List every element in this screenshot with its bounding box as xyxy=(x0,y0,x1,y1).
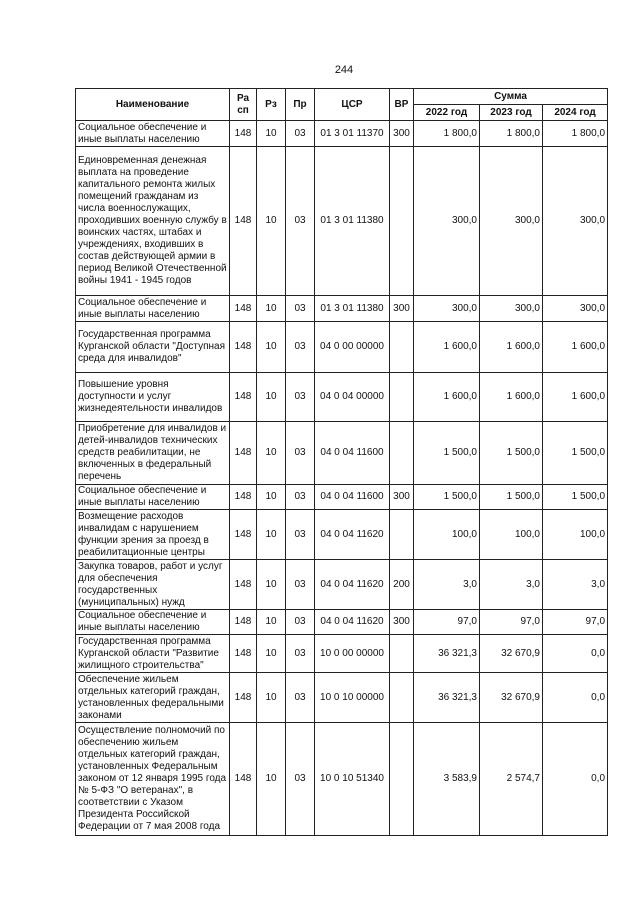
row-csr: 04 0 04 11620 xyxy=(315,610,390,635)
row-amount-2024: 97,0 xyxy=(543,610,608,635)
row-pr: 03 xyxy=(286,422,315,485)
row-pr: 03 xyxy=(286,296,315,322)
row-rasp: 148 xyxy=(230,322,257,373)
row-name: Повышение уровня доступности и услуг жизнедеятельности инвалидов xyxy=(76,373,230,422)
row-name: Приобретение для инвалидов и детей-инвалидов технических средств реабилитации, не включенных в федеральный перечень xyxy=(76,422,230,485)
row-pr: 03 xyxy=(286,610,315,635)
row-amount-2024: 0,0 xyxy=(543,723,608,836)
header-year-2022: 2022 год xyxy=(414,105,480,121)
row-pr: 03 xyxy=(286,673,315,723)
row-name: Социальное обеспечение и иные выплаты населению xyxy=(76,610,230,635)
row-csr: 04 0 04 11600 xyxy=(315,485,390,510)
row-pr: 03 xyxy=(286,485,315,510)
row-pr: 03 xyxy=(286,510,315,560)
row-rz: 10 xyxy=(257,121,286,147)
row-rasp: 148 xyxy=(230,485,257,510)
row-amount-2024: 0,0 xyxy=(543,635,608,673)
table-row xyxy=(76,422,608,485)
row-rasp: 148 xyxy=(230,510,257,560)
row-name: Социальное обеспечение и иные выплаты населению xyxy=(76,485,230,510)
row-vr: 300 xyxy=(390,610,414,635)
row-vr: 300 xyxy=(390,121,414,147)
table-row xyxy=(76,373,608,422)
row-rz: 10 xyxy=(257,635,286,673)
header-rz: Рз xyxy=(257,89,286,121)
table-row xyxy=(76,510,608,560)
row-amount-2024: 1 600,0 xyxy=(543,373,608,422)
row-amount-2022: 36 321,3 xyxy=(414,673,480,723)
row-pr: 03 xyxy=(286,121,315,147)
row-amount-2022: 100,0 xyxy=(414,510,480,560)
row-amount-2022: 3 583,9 xyxy=(414,723,480,836)
row-rasp: 148 xyxy=(230,147,257,296)
row-name: Государственная программа Курганской области "Доступная среда для инвалидов" xyxy=(76,322,230,373)
row-amount-2022: 36 321,3 xyxy=(414,635,480,673)
row-pr: 03 xyxy=(286,373,315,422)
row-rz: 10 xyxy=(257,373,286,422)
budget-table xyxy=(75,88,608,836)
row-csr: 04 0 04 11600 xyxy=(315,422,390,485)
row-csr: 01 3 01 11380 xyxy=(315,147,390,296)
row-pr: 03 xyxy=(286,723,315,836)
row-rz: 10 xyxy=(257,485,286,510)
row-name: Социальное обеспечение и иные выплаты населению xyxy=(76,296,230,322)
row-name: Единовременная денежная выплата на проведение капитального ремонта жилых помещений гражданам из числа военнослужащих, проходивших военную службу в воинских частях, штабах и учреждениях, входивших в состав действующей армии в период Великой Отечественной войны 1941 - 1945 годов xyxy=(76,147,230,296)
table-row xyxy=(76,610,608,635)
row-amount-2024: 1 800,0 xyxy=(543,121,608,147)
row-name: Закупка товаров, работ и услуг для обеспечения государственных (муниципальных) нужд xyxy=(76,560,230,610)
row-amount-2022: 300,0 xyxy=(414,296,480,322)
header-csr: ЦСР xyxy=(315,89,390,121)
table-row xyxy=(76,723,608,836)
row-rz: 10 xyxy=(257,560,286,610)
row-pr: 03 xyxy=(286,635,315,673)
row-amount-2024: 300,0 xyxy=(543,147,608,296)
row-rz: 10 xyxy=(257,322,286,373)
table-row xyxy=(76,147,608,296)
header-rasp: Ра сп xyxy=(230,89,257,121)
row-vr: 200 xyxy=(390,560,414,610)
row-amount-2024: 1 500,0 xyxy=(543,485,608,510)
header-year-2024: 2024 год xyxy=(543,105,608,121)
row-vr xyxy=(390,510,414,560)
table-row xyxy=(76,635,608,673)
row-csr: 04 0 04 11620 xyxy=(315,510,390,560)
row-amount-2023: 1 800,0 xyxy=(480,121,543,147)
row-vr xyxy=(390,373,414,422)
row-rasp: 148 xyxy=(230,723,257,836)
row-amount-2024: 1 500,0 xyxy=(543,422,608,485)
row-rz: 10 xyxy=(257,723,286,836)
row-rz: 10 xyxy=(257,422,286,485)
row-rasp: 148 xyxy=(230,560,257,610)
row-csr: 10 0 10 00000 xyxy=(315,673,390,723)
row-amount-2022: 3,0 xyxy=(414,560,480,610)
table-row xyxy=(76,560,608,610)
row-rasp: 148 xyxy=(230,373,257,422)
row-pr: 03 xyxy=(286,147,315,296)
row-rz: 10 xyxy=(257,296,286,322)
row-amount-2023: 300,0 xyxy=(480,296,543,322)
header-vr: ВР xyxy=(390,89,414,121)
row-csr: 01 3 01 11380 xyxy=(315,296,390,322)
row-amount-2024: 1 600,0 xyxy=(543,322,608,373)
row-amount-2022: 97,0 xyxy=(414,610,480,635)
row-rasp: 148 xyxy=(230,422,257,485)
row-rasp: 148 xyxy=(230,610,257,635)
row-amount-2023: 300,0 xyxy=(480,147,543,296)
table-row xyxy=(76,121,608,147)
row-rz: 10 xyxy=(257,510,286,560)
row-vr xyxy=(390,147,414,296)
header-pr: Пр xyxy=(286,89,315,121)
table-row xyxy=(76,296,608,322)
header-name: Наименование xyxy=(76,89,230,121)
table-row xyxy=(76,673,608,723)
row-csr: 10 0 10 51340 xyxy=(315,723,390,836)
row-rz: 10 xyxy=(257,147,286,296)
row-vr xyxy=(390,322,414,373)
row-rz: 10 xyxy=(257,673,286,723)
row-amount-2022: 300,0 xyxy=(414,147,480,296)
header-year-2023: 2023 год xyxy=(480,105,543,121)
row-name: Социальное обеспечение и иные выплаты населению xyxy=(76,121,230,147)
row-amount-2024: 3,0 xyxy=(543,560,608,610)
row-rasp: 148 xyxy=(230,673,257,723)
row-vr xyxy=(390,422,414,485)
row-rasp: 148 xyxy=(230,121,257,147)
row-vr: 300 xyxy=(390,485,414,510)
row-name: Осуществление полномочий по обеспечению жильем отдельных категорий граждан, установленных Федеральным законом от 12 января 1995 года № 5-ФЗ "О ветеранах", в соответствии с Указом Президента Российской Федерации от 7 мая 2008 года xyxy=(76,723,230,836)
row-name: Обеспечение жильем отдельных категорий граждан, установленных федеральными законами xyxy=(76,673,230,723)
row-amount-2023: 1 600,0 xyxy=(480,373,543,422)
table-row xyxy=(76,322,608,373)
row-csr: 04 0 04 00000 xyxy=(315,373,390,422)
row-amount-2023: 97,0 xyxy=(480,610,543,635)
row-amount-2022: 1 600,0 xyxy=(414,322,480,373)
row-amount-2022: 1 500,0 xyxy=(414,422,480,485)
row-pr: 03 xyxy=(286,322,315,373)
row-vr xyxy=(390,723,414,836)
row-name: Государственная программа Курганской области "Развитие жилищного строительства" xyxy=(76,635,230,673)
row-vr: 300 xyxy=(390,296,414,322)
row-amount-2023: 32 670,9 xyxy=(480,673,543,723)
row-amount-2023: 1 500,0 xyxy=(480,485,543,510)
header-sum: Сумма xyxy=(414,89,608,105)
row-amount-2023: 3,0 xyxy=(480,560,543,610)
row-csr: 04 0 04 11620 xyxy=(315,560,390,610)
row-amount-2023: 32 670,9 xyxy=(480,635,543,673)
row-amount-2023: 1 600,0 xyxy=(480,322,543,373)
row-amount-2022: 1 800,0 xyxy=(414,121,480,147)
row-amount-2024: 300,0 xyxy=(543,296,608,322)
row-csr: 01 3 01 11370 xyxy=(315,121,390,147)
row-amount-2023: 100,0 xyxy=(480,510,543,560)
row-rz: 10 xyxy=(257,610,286,635)
row-csr: 10 0 00 00000 xyxy=(315,635,390,673)
row-pr: 03 xyxy=(286,560,315,610)
row-csr: 04 0 00 00000 xyxy=(315,322,390,373)
row-amount-2023: 2 574,7 xyxy=(480,723,543,836)
row-amount-2024: 100,0 xyxy=(543,510,608,560)
row-vr xyxy=(390,635,414,673)
row-vr xyxy=(390,673,414,723)
row-amount-2022: 1 600,0 xyxy=(414,373,480,422)
row-amount-2023: 1 500,0 xyxy=(480,422,543,485)
row-rasp: 148 xyxy=(230,296,257,322)
page-number: 244 xyxy=(334,64,354,76)
row-amount-2022: 1 500,0 xyxy=(414,485,480,510)
row-rasp: 148 xyxy=(230,635,257,673)
row-amount-2024: 0,0 xyxy=(543,673,608,723)
row-name: Возмещение расходов инвалидам с нарушением функции зрения за проезд в реабилитационные центры xyxy=(76,510,230,560)
table-row xyxy=(76,485,608,510)
